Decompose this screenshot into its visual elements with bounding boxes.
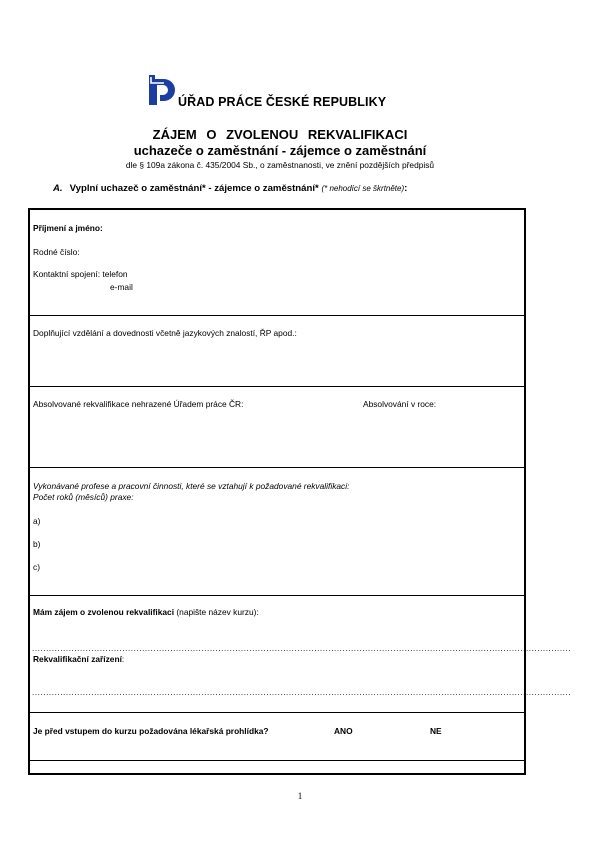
- profession-item-a: a): [33, 516, 41, 526]
- facility-label-colon: :: [121, 654, 125, 664]
- section-letter: A.: [53, 183, 63, 194]
- legal-reference: dle § 109a zákona č. 435/2004 Sb., o zaměstnanosti, ve znění pozdějších předpisů: [125, 160, 435, 170]
- name-field-label: Příjmení a jméno:: [33, 223, 103, 233]
- medical-exam-question: Je před vstupem do kurzu požadována lékařská prohlídka?: [33, 726, 269, 736]
- divider: [30, 712, 524, 713]
- practice-years-label: Počet roků (měsíců) praxe:: [33, 492, 134, 502]
- divider: [30, 595, 524, 596]
- form-box: [28, 208, 572, 775]
- up-cr-logo-icon: [146, 72, 180, 108]
- form-title: ZÁJEM O ZVOLENOU REKVALIFIKACI: [152, 127, 408, 142]
- divider: [30, 467, 524, 468]
- course-interest-bold: Mám zájem o zvolenou rekvalifikaci: [33, 607, 175, 617]
- section-instruction: [53, 183, 407, 194]
- divider: [30, 315, 524, 316]
- instruction-text: Vyplní uchazeč o zaměstnání* - zájemce o zaměstnání*: [69, 183, 319, 194]
- instruction-note: (* nehodící se škrtněte): [321, 184, 405, 193]
- course-name-line[interactable]: ...............................................................................................................................................................................................: [32, 644, 572, 653]
- organization-name: ÚŘAD PRÁCE ČESKÉ REPUBLIKY: [178, 95, 387, 109]
- profession-item-b: b): [33, 539, 41, 549]
- completed-retraining-label: Absolvované rekvalifikace nehrazené Úřadem práce ČR:: [33, 399, 244, 409]
- completion-year-label: Absolvování v roce:: [363, 399, 437, 409]
- form-subtitle: uchazeče o zaměstnání - zájemce o zaměstnání: [133, 143, 427, 158]
- instruction-colon: :: [404, 183, 408, 194]
- education-label: Doplňující vzdělání a dovednosti včetně jazykových znalostí, ŘP apod.:: [33, 328, 297, 338]
- divider: [30, 760, 524, 761]
- facility-name-line[interactable]: ...............................................................................................................................................................................................: [32, 688, 572, 697]
- profession-item-c: c): [33, 562, 40, 572]
- professions-label: Vykonávané profese a pracovní činnosti, které se vztahují k požadované rekvalifikaci:: [33, 481, 350, 491]
- facility-label: [33, 654, 124, 664]
- facility-label-bold: Rekvalifikační zařízení: [33, 654, 122, 664]
- course-interest-label: [33, 607, 259, 617]
- page-number: 1: [297, 791, 303, 801]
- answer-no[interactable]: NE: [430, 726, 442, 736]
- email-label: e-mail: [110, 282, 133, 292]
- answer-yes[interactable]: ANO: [334, 726, 353, 736]
- course-interest-hint: (napište název kurzu):: [174, 607, 259, 617]
- birth-number-label: Rodné číslo:: [33, 247, 80, 257]
- phone-label: Kontaktní spojení: telefon: [33, 269, 128, 279]
- divider: [30, 386, 524, 387]
